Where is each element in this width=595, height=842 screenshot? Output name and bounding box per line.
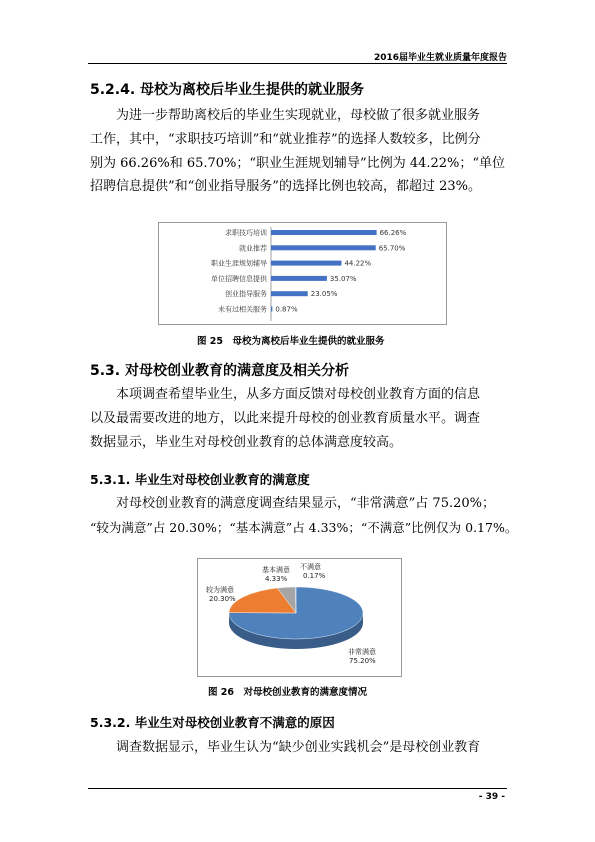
bar: [271, 230, 377, 235]
paragraph-line: 对母校创业教育的满意度调查结果显示，“非常满意”占 75.20%；: [116, 496, 495, 511]
pie-category-label: 不满意: [300, 563, 321, 571]
heading-5-3-1: 5.3.1. 毕业生对母校创业教育的满意度: [90, 472, 310, 487]
bar-category-label: 求职技巧培训: [225, 229, 267, 237]
paragraph-line: 本项调查希望毕业生，从多方面反馈对母校创业教育方面的信息: [116, 387, 481, 402]
pie-value-label: 20.30%: [209, 595, 236, 603]
paragraph-line: 招聘信息提供”和“创业指导服务”的选择比例也较高，都超过 23%。: [90, 179, 481, 195]
paragraph-line: 以及最需要改进的地方，以此来提升母校的创业教育质量水平。调查: [90, 410, 481, 426]
bar-category-label: 单位招聘信息提供: [211, 274, 267, 283]
pie-value-label: 0.17%: [303, 572, 326, 580]
page-header-title: 2016届毕业生就业质量年度报告: [373, 53, 507, 63]
pie-value-label: 4.33%: [265, 575, 288, 583]
paragraph-line: “较为满意”占 20.30%；“基本满意”占 4.33%；“不满意”比例仅为 0.17%。: [90, 519, 518, 535]
paragraph-line: 数据显示，毕业生对母校创业教育的总体满意度较高。: [90, 434, 403, 450]
bar-value-label: 35.07%: [329, 274, 357, 283]
pie-chart-frame: [197, 558, 402, 677]
bar: [271, 307, 272, 312]
pie-category-label: 较为满意: [206, 586, 234, 594]
bar: [271, 245, 376, 250]
pie-category-label: 非常满意: [348, 648, 376, 656]
paragraph-5-2-4: [90, 104, 510, 199]
paragraph-5-3-1: [90, 492, 518, 540]
bar-category-label: 创业指导服务: [225, 290, 267, 299]
paragraph-line: 为进一步帮助离校后的毕业生实现就业，母校做了很多就业服务: [116, 108, 481, 123]
bar-value-label: 66.26%: [379, 229, 407, 237]
page-number: - 39 -: [478, 792, 505, 802]
bar-value-label: 23.05%: [310, 290, 338, 299]
pie-value-label: 75.20%: [349, 657, 376, 665]
bar-value-label: 0.87%: [275, 305, 298, 314]
bar: [271, 276, 327, 281]
bar-category-label: 未有过相关服务: [218, 305, 267, 314]
bar: [271, 291, 308, 296]
bar-value-label: 44.22%: [344, 259, 372, 268]
bar-value-label: 65.70%: [378, 244, 406, 253]
paragraph-line: 工作，其中，“求职技巧培训”和“就业推荐”的选择人数较多，比例分: [90, 131, 481, 147]
bar-category-label: 职业生涯规划辅导: [211, 259, 267, 268]
heading-5-3: 5.3. 对母校创业教育的满意度及相关分析: [90, 363, 349, 379]
figure-26-caption: 图 26 对母校创业教育的满意度情况: [208, 687, 368, 698]
heading-5-3-2: 5.3.2. 毕业生对母校创业教育不满意的原因: [90, 715, 335, 730]
page-header-rule: [88, 63, 507, 64]
bar-chart: [159, 223, 446, 324]
bar-category-label: 就业推荐: [239, 244, 267, 253]
pie-category-label: 基本满意: [262, 566, 290, 574]
pie-chart: [198, 559, 401, 676]
paragraph-line: 调查数据显示，毕业生认为“缺少创业实践机会”是母校创业教育: [116, 740, 481, 755]
bar: [271, 261, 341, 266]
bar-chart-frame: [158, 222, 447, 325]
page-footer-rule: [88, 788, 507, 789]
paragraph-5-3: [90, 383, 510, 454]
heading-5-2-4: 5.2.4. 母校为离校后毕业生提供的就业服务: [90, 82, 365, 98]
figure-25-caption: 图 25 母校为离校后毕业生提供的就业服务: [197, 336, 385, 347]
paragraph-5-3-2: [90, 736, 510, 760]
paragraph-line: 别为 66.26%和 65.70%；“职业生涯规划辅导”比例为 44.22%；“单位: [90, 155, 506, 171]
